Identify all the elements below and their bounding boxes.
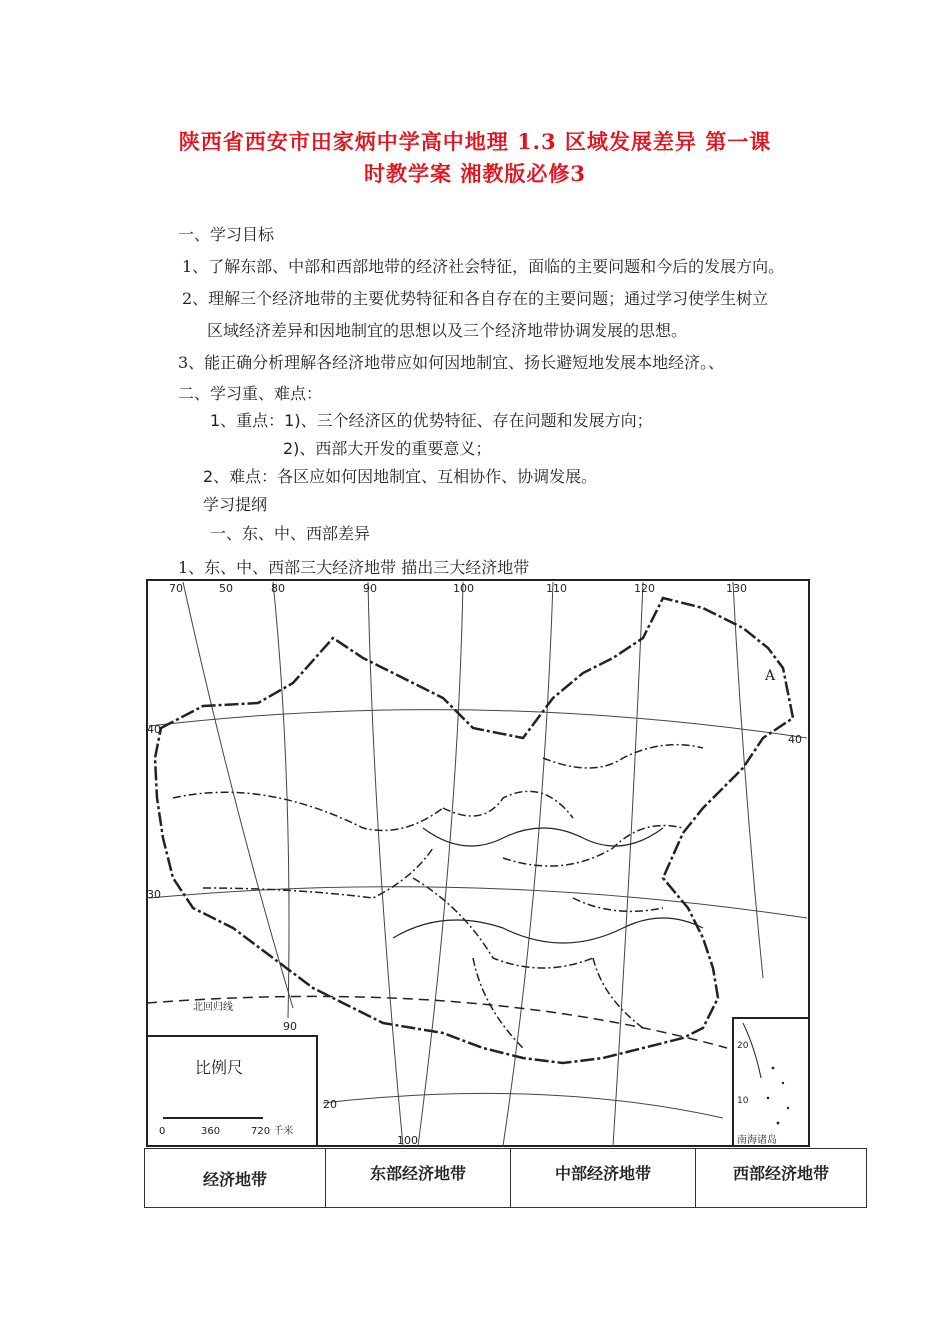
economic-zones-table bbox=[144, 1148, 867, 1208]
svg-text:90: 90 bbox=[283, 1020, 297, 1033]
svg-text:120: 120 bbox=[634, 582, 655, 595]
svg-text:50: 50 bbox=[219, 582, 233, 595]
table-header-central: 中部经济地带 bbox=[511, 1149, 696, 1208]
table-header-east: 东部经济地带 bbox=[326, 1149, 511, 1208]
outline-heading: 学习提纲 bbox=[203, 495, 268, 514]
svg-text:110: 110 bbox=[546, 582, 567, 595]
inset-box bbox=[733, 1018, 809, 1146]
svg-text:比例尺: 比例尺 bbox=[195, 1058, 244, 1077]
svg-text:130: 130 bbox=[726, 582, 747, 595]
outline-subheading: 一、东、中、西部差异 bbox=[210, 524, 371, 543]
svg-text:20: 20 bbox=[323, 1098, 337, 1111]
objective-2b: 区域经济差异和因地制宜的思想以及三个经济地带协调发展的思想。 bbox=[207, 321, 688, 340]
svg-text:20: 20 bbox=[737, 1041, 749, 1051]
keypoint-2: 2)、西部大开发的重要意义； bbox=[283, 439, 492, 458]
svg-text:0: 0 bbox=[159, 1126, 166, 1137]
section-keypoints-heading: 二、学习重、难点： bbox=[178, 384, 323, 403]
doc-title-line2: 时教学案 湘教版必修3 bbox=[364, 161, 586, 186]
svg-text:720 千米: 720 千米 bbox=[251, 1126, 294, 1137]
rivers bbox=[393, 828, 703, 943]
svg-text:10: 10 bbox=[737, 1096, 749, 1106]
svg-text:北回归线: 北回归线 bbox=[193, 1002, 233, 1013]
svg-text:30: 30 bbox=[147, 888, 161, 901]
objective-2a: 2、理解三个经济地带的主要优势特征和各自存在的主要问题；通过学习使学生树立 bbox=[182, 289, 769, 308]
svg-text:40: 40 bbox=[788, 733, 802, 746]
doc-title-line1: 陕西省西安市田家炳中学高中地理 1.3 区域发展差异 第一课 bbox=[178, 129, 772, 154]
svg-text:70: 70 bbox=[169, 582, 183, 595]
china-border bbox=[155, 598, 793, 1063]
svg-text:90: 90 bbox=[363, 582, 377, 595]
keypoint-1: 1、重点：1)、三个经济区的优势特征、存在问题和发展方向； bbox=[210, 411, 653, 430]
svg-text:A: A bbox=[765, 668, 776, 684]
svg-text:南海诸岛: 南海诸岛 bbox=[737, 1135, 777, 1146]
difficulty: 2、难点：各区应如何因地制宜、互相协作、协调发展。 bbox=[203, 467, 598, 486]
table-header-west: 西部经济地带 bbox=[696, 1149, 867, 1208]
objective-1: 1、了解东部、中部和西部地带的经济社会特征，面临的主要问题和今后的发展方向。 bbox=[182, 257, 785, 276]
svg-text:100: 100 bbox=[453, 582, 474, 595]
svg-text:360: 360 bbox=[201, 1126, 221, 1137]
section-objectives-heading: 一、学习目标 bbox=[178, 225, 275, 244]
task-instruction: 1、东、中、西部三大经济地带 描出三大经济地带 bbox=[178, 558, 530, 577]
objective-3: 3、能正确分析理解各经济地带应如何因地制宜、扬长避短地发展本地经济。、 bbox=[178, 353, 725, 372]
svg-text:100: 100 bbox=[397, 1134, 418, 1147]
svg-text:40: 40 bbox=[147, 723, 161, 736]
china-outline-map bbox=[143, 578, 811, 1148]
svg-text:80: 80 bbox=[271, 582, 285, 595]
table-header-zone: 经济地带 bbox=[145, 1149, 326, 1208]
